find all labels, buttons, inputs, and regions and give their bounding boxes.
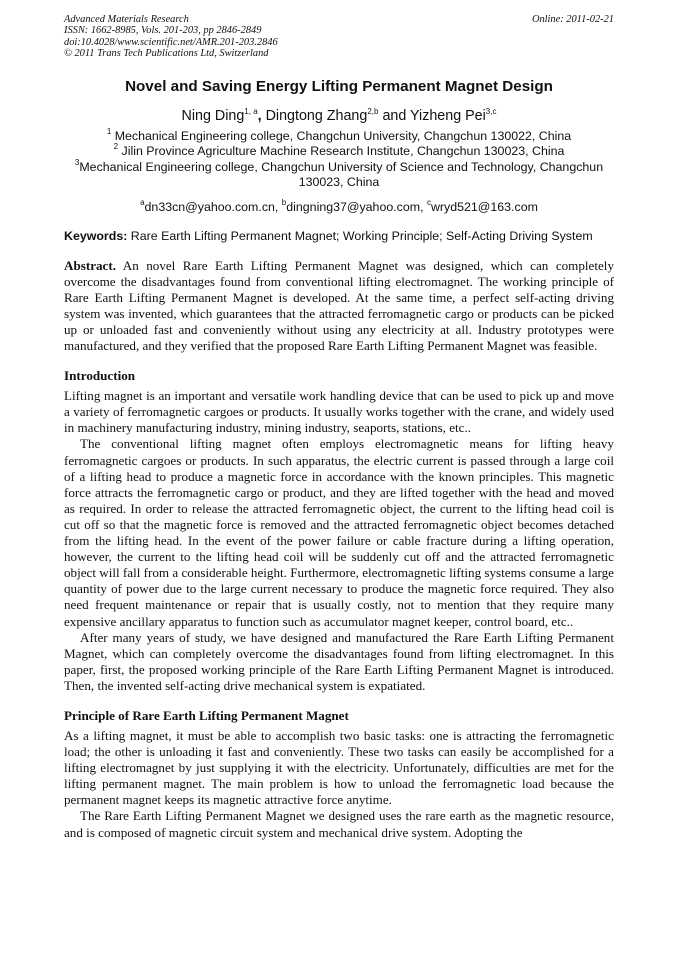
author-affiliation-mark: 2,b [367,106,379,116]
abstract-label: Abstract. [64,257,116,273]
email-address[interactable]: wryd521@163.com [430,199,538,214]
principle-paragraph-1: As a lifting magnet, it must be able to accomplish two basic tasks: one is attracting the ferromagnetic load; the other is unloading it fast and conveniently. These two tasks can easily be accomplished for a lifting electromagnet by just supplying it with the electricity. Unfortunately, difficulties are met for the lifting permanent magnet. The main problem is how to unload the ferromagnetic load because the permanent magnet keeps its magnetic attractive force anytime. [64,727,614,808]
abstract [64,258,614,355]
issn-line: ISSN: 1662-8985, Vols. 201-203, pp 2846-2849 [64,25,262,37]
author-name: Dingtong Zhang [265,107,368,124]
online-date: Online: 2011-02-21 [531,14,614,25]
abstract-text: An novel Rare Earth Lifting Permanent Magnet was designed, which can completely overcome the disadvantages found from conventional lifting electromagnet. The working principle of Rare Earth Lifting Permanent Magnet is developed. At the same time, a perfect self-acting driving system was invented, which guarantees that the attracted ferromagnetic cargo or products can be picked up or unloaded fast and conveniently without using any electricity at all. Industry prototypes were manufactured, and they verified that the proposed Rare Earth Lifting Permanent Magnet was feasible. [64,257,614,354]
section-heading-introduction: Introduction [64,368,136,384]
keywords-text: Rare Earth Lifting Permanent Magnet; Working Principle; Self-Acting Driving System [127,228,593,243]
affiliation-1 [64,126,614,145]
affiliation-list [64,126,614,191]
affiliation-number: 2 [113,142,119,152]
email-address[interactable]: dingning37@yahoo.com, [286,199,427,214]
author-separator: and [378,107,411,124]
author-separator: , [257,107,266,124]
principle-paragraph-2: The Rare Earth Lifting Permanent Magnet we designed uses the rare earth as the magnetic resource, and is composed of magnetic circuit system and mechanical drive system. Adopting the [64,808,614,840]
email-mark: c [426,197,431,207]
email-list [64,197,614,215]
affiliation-number: 3 [74,157,80,167]
doi-line: doi:10.4028/www.scientific.net/AMR.201-203.2846 [64,36,278,48]
intro-paragraph-3: After many years of study, we have designed and manufactured the Rare Earth Lifting Permanent Magnet, which can completely overcome the disadvantages found from lifting electromagnet. In this paper, first, the proposed working principle of the Rare Earth Lifting Permanent Magnet is introduced. Then, the invented self-acting drive mechanical system is expatiated. [64,629,614,693]
email-mark: b [281,197,287,207]
keywords-label: Keywords: [64,228,128,243]
affiliation-text: Mechanical Engineering college, Changchun University, Changchun 130022, China [111,128,572,143]
affiliation-text: Jilin Province Agriculture Machine Research Institute, Changchun 130023, China [118,144,565,159]
copyright-line: © 2011 Trans Tech Publications Ltd, Switzerland [64,48,269,60]
affiliation-text: Mechanical Engineering college, Changchun University of Science and Technology, Changchun 130023, China [79,159,604,190]
author-affiliation-mark: 1, a [244,106,258,116]
section-heading-principle: Principle of Rare Earth Lifting Permanent Magnet [64,707,349,723]
affiliation-2 [64,144,614,160]
paper-page [64,14,614,841]
journal-header [64,14,614,60]
author-list [64,107,614,125]
keywords [64,229,614,244]
author-name: Ning Ding [181,107,245,124]
intro-paragraph-1: Lifting magnet is an important and versatile work handling device that can be used to pick up and move a variety of ferromagnetic cargoes or products. It usually works together with the crane, and widely used in machinery manufacturing industry, mining industry, seaports, stations, etc.. [64,388,614,436]
journal-name: Advanced Materials Research [64,14,189,25]
paper-title: Novel and Saving Energy Lifting Permanent Magnet Design [125,77,553,95]
affiliation-number: 1 [106,126,112,136]
email-mark: a [140,197,145,207]
email-address[interactable]: dn33cn@yahoo.com.cn, [144,199,282,214]
intro-paragraph-2: The conventional lifting magnet often employs electromagnetic means for lifting heavy ferromagnetic cargoes or products. In such apparatus, the electric current is passed through a large coil of a lifting head to produce a magnetic force in accordance with the known principles. This magnetic force attracts the ferromagnetic cargo or product, and they are lifted together with the head and moved as required. In order to release the attracted ferromagnetic object, the current to the lifting head coil is cut off so that the magnetic force is removed and the attracted ferromagnetic object becomes detached from the lifting head. In the event of the power failure or cable fracture during a lifting operation, however, the current to the lifting head coil will be suddenly cut off and the attracted ferromagnetic object will fall from a considerable height. Furthermore, electromagnetic lifting systems consume a large quantity of power due to the large current necessary to produce the magnetic force required. They also need frequent maintenance or repair that is usually costly, not to mention that they require many expensive ancillary apparatus to function such as accumulator magnet keeper, control board, etc.. [64,436,614,629]
affiliation-3 [64,157,614,191]
author-affiliation-mark: 3,c [485,106,497,116]
author-name: Yizheng Pei [410,107,486,124]
